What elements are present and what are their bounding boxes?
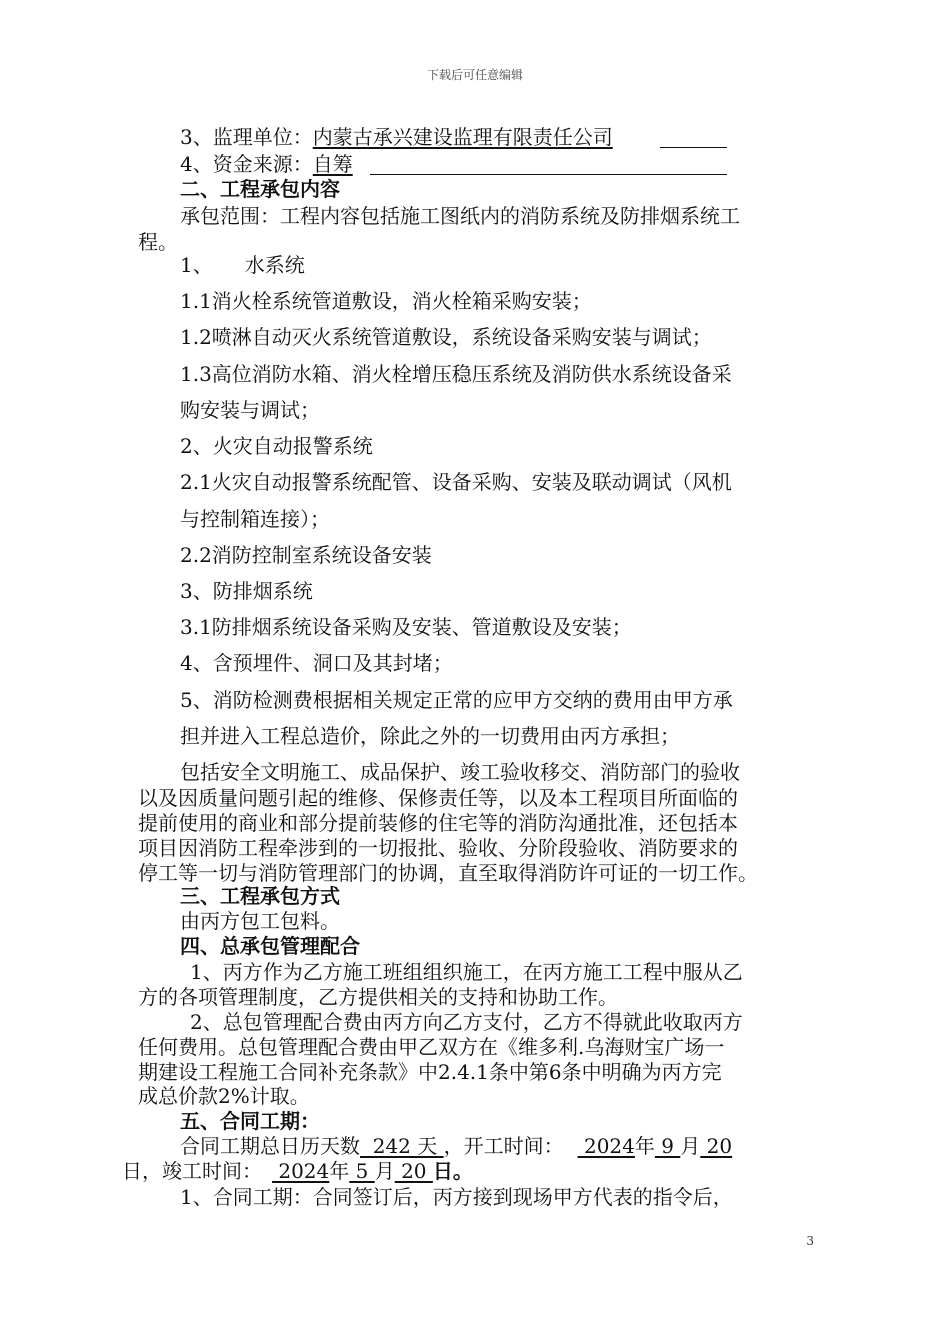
start-day: 20: [700, 1134, 733, 1158]
completion-label: 日，竣工时间：: [122, 1159, 262, 1183]
day-unit: 日。: [432, 1159, 473, 1183]
supervisor-value: 内蒙古承兴建设监理有限责任公司: [312, 125, 613, 149]
year-unit: 年: [329, 1159, 350, 1183]
completion-year: 2024: [272, 1159, 330, 1183]
list-item: 1.2喷淋自动灭火系统管道敷设，系统设备采购安装与调试；: [180, 325, 712, 349]
list-text: 水系统: [244, 253, 305, 277]
completion-month: 5: [349, 1159, 375, 1183]
list-number: 1、: [180, 253, 213, 277]
paragraph-line: 程。: [138, 230, 178, 254]
paragraph-line: 2、总包管理配合费由丙方向乙方支付，乙方不得就此收取丙方: [190, 1010, 743, 1034]
paragraph-line: 1、丙方作为乙方施工班组组织施工，在丙方施工工程中服从乙: [190, 960, 743, 984]
list-item: 1.1消火栓系统管道敷设，消火栓箱采购安装；: [180, 289, 592, 313]
start-year: 2024: [577, 1134, 635, 1158]
page-header: 下载后可任意编辑: [426, 68, 523, 82]
list-item: 3.1防排烟系统设备采购及安装、管道敷设及安装；: [180, 615, 632, 639]
year-unit: 年: [634, 1134, 655, 1158]
start-month: 9: [654, 1134, 681, 1158]
supervisor-line: [180, 124, 613, 150]
section-heading-5: 五、合同工期：: [180, 1109, 320, 1133]
duration-line: [180, 1133, 732, 1159]
paragraph-line: 以及因质量问题引起的维修、保修责任等，以及本工程项目所面临的: [138, 786, 738, 810]
paragraph-line: 成总价款2%计取。: [138, 1084, 310, 1108]
paragraph-line: 方的各项管理制度，乙方提供相关的支持和协助工作。: [138, 985, 618, 1009]
start-label: ，开工时间：: [443, 1134, 564, 1158]
list-item-continued: 与控制箱连接）；: [180, 507, 330, 531]
section-heading-4: 四、总承包管理配合: [180, 934, 360, 958]
month-unit: 月: [680, 1134, 701, 1158]
list-item: 2、火灾自动报警系统: [180, 434, 373, 458]
list-item: 3、防排烟系统: [180, 579, 313, 603]
list-item: 2.1火灾自动报警系统配管、设备采购、安装及联动调试（风机: [180, 470, 732, 494]
list-item-continued: 担并进入工程总造价，除此之外的一切费用由丙方承担；: [180, 724, 680, 748]
section-heading-2: 二、工程承包内容: [180, 177, 340, 201]
paragraph-line: 期建设工程施工合同补充条款》中2.4.1条中第6条中明确为丙方完: [138, 1060, 722, 1084]
duration-label: 合同工期总日历天数: [180, 1134, 360, 1158]
funding-label: 4、资金来源：: [180, 152, 313, 176]
completion-line: [122, 1158, 473, 1184]
funding-value: 自筹: [312, 152, 353, 176]
supervisor-label: 3、监理单位：: [180, 125, 313, 149]
section-heading-3: 三、工程承包方式: [180, 884, 340, 908]
list-item: 1.3高位消防水箱、消火栓增压稳压系统及消防供水系统设备采: [180, 362, 732, 386]
duration-days: 242 天: [360, 1134, 444, 1158]
funding-line: [180, 151, 353, 177]
list-item-water: [180, 252, 305, 278]
paragraph-line: 由丙方包工包料。: [180, 909, 340, 933]
list-item: 5、消防检测费根据相关规定正常的应甲方交纳的费用由甲方承: [180, 688, 733, 712]
paragraph-line: 提前使用的商业和部分提前装修的住宅等的消防沟通批准，还包括本: [138, 811, 738, 835]
funding-underline: [370, 174, 727, 175]
completion-day: 20: [394, 1159, 433, 1183]
page-number: 3: [806, 1234, 814, 1248]
paragraph-line: 停工等一切与消防管理部门的协调，直至取得消防许可证的一切工作。: [138, 861, 758, 885]
paragraph-line: 任何费用。总包管理配合费由甲乙双方在《维多利.乌海财宝广场一: [138, 1035, 725, 1059]
list-item-continued: 购安装与调试；: [180, 398, 320, 422]
paragraph-line: 项目因消防工程牵涉到的一切报批、验收、分阶段验收、消防要求的: [138, 836, 738, 860]
list-item: 2.2消防控制室系统设备安装: [180, 543, 432, 567]
paragraph-line: 1、合同工期：合同签订后，丙方接到现场甲方代表的指令后，: [180, 1185, 733, 1209]
list-item: 4、含预埋件、洞口及其封堵；: [180, 651, 453, 675]
paragraph-line: 包括安全文明施工、成品保护、竣工验收移交、消防部门的验收: [180, 760, 740, 784]
month-unit: 月: [374, 1159, 395, 1183]
paragraph-line: 承包范围：工程内容包括施工图纸内的消防系统及防排烟系统工: [180, 204, 740, 228]
supervisor-underline: [660, 147, 727, 148]
